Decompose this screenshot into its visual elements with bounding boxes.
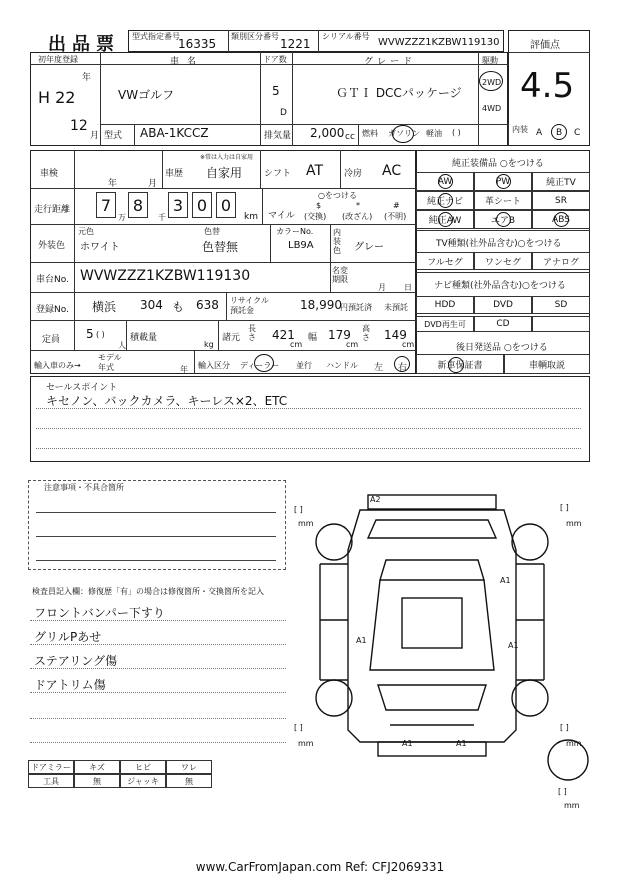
inspection-note: フロントバンパー下すり (34, 606, 165, 620)
shaken-year-unit: 年 (108, 179, 118, 189)
navi-item: DVD (474, 296, 532, 314)
tire-rr-mm: mm (566, 739, 582, 748)
doors-label: ドア数 (263, 55, 287, 64)
model-num-label: 型式指定番号 (132, 32, 180, 41)
mileage-opt-label: マイル (268, 211, 295, 221)
warranty-circle (448, 357, 464, 373)
tools-cell: 工具 (28, 774, 74, 788)
interior-label: 内装 (512, 125, 528, 134)
mileage-opt-1: $ (316, 201, 322, 210)
class-num: 1221 (280, 37, 311, 51)
serial-number: WVWZZZ1KZBW119130 (378, 37, 500, 48)
width-label: 幅 (308, 333, 318, 343)
grade-label: グレード (364, 57, 417, 67)
drive-label: 駆動 (482, 56, 498, 65)
car-name: VWゴルフ (118, 88, 175, 102)
shaken-month-unit: 月 (148, 179, 158, 189)
score-value: 4.5 (520, 66, 575, 106)
name-change-month: 月 (378, 283, 386, 292)
reg-city: 横浜 (92, 300, 117, 314)
mileage-digit: 8 (128, 192, 148, 218)
capacity-paren: ( ) (96, 330, 105, 339)
mileage-opt-3: # (393, 201, 400, 210)
color-label: 外装色 (38, 241, 66, 251)
interior-b: B (556, 128, 563, 138)
year-suffix: 年 (82, 73, 92, 83)
model-num: 16335 (178, 37, 217, 51)
color-change-label: 色替 (204, 227, 220, 236)
model-year-unit: 年 (180, 365, 188, 374)
tire-rl-mm: mm (298, 739, 314, 748)
tire-fl-mm: mm (298, 519, 314, 528)
notes-box (28, 480, 286, 570)
recycle-unit: 円預託済 (340, 303, 372, 312)
int-color: グレー (354, 242, 384, 253)
damage-mark-a1-bumper-l: A1 (402, 739, 413, 748)
interior-circle (551, 124, 567, 140)
equipment-item: PW (474, 172, 532, 191)
mileage-opt-2b: (改ざん) (342, 212, 373, 221)
car-name-label: 車名 (170, 57, 205, 67)
dvd-play: DVD再生可 (416, 316, 474, 332)
spare-bracket: [ ] (558, 787, 567, 796)
model-code: ABA-1KCCZ (140, 126, 209, 140)
mileage-label: 走行距離 (34, 205, 71, 215)
drive-circle (479, 71, 503, 91)
height: 149 (384, 328, 407, 342)
dim-label: 諸元 (222, 333, 241, 343)
sales-text: キセノン、バックカメラ、キーレス×2、ETC (46, 394, 288, 408)
import-label: 輸入車のみ→ (34, 361, 81, 370)
width-cm: cm (346, 340, 359, 349)
ac-value: AC (382, 163, 402, 179)
cd-option: CD (474, 316, 532, 332)
load-label: 積載量 (130, 333, 158, 343)
damage-mark-a2: A2 (370, 495, 381, 504)
equipment-item: 純正AW (416, 210, 474, 229)
color-no-label: カラーNo. (276, 227, 314, 236)
equipment-circle (496, 174, 511, 189)
spare-mm: mm (564, 801, 580, 810)
tire-rr-bracket: [ ] (560, 723, 569, 732)
km-unit: km (244, 212, 258, 222)
tire-rl-bracket: [ ] (294, 723, 303, 732)
later-warranty: 新車保証書 (416, 354, 504, 374)
mileage-digit: 0 (192, 192, 212, 218)
vin-label: 車台No. (36, 275, 69, 285)
equipment-item: SR (532, 191, 590, 210)
recycle-not: 未預託 (384, 303, 408, 312)
person-unit: 人 (118, 341, 126, 350)
mileage-digit: 3 (168, 192, 188, 218)
first-reg-month: 12 (70, 118, 88, 134)
drive-4wd: 4WD (482, 104, 502, 113)
inspection-note: ステアリング傷 (34, 654, 118, 668)
sheet-title: 出品票 (48, 34, 120, 55)
mileage-opt-2: * (356, 201, 360, 210)
tools-cell: 無 (166, 774, 212, 788)
equipment-item: 純正ナビ (416, 191, 474, 210)
tools-header: ドアミラー (28, 760, 74, 774)
navi-title: ナビ種類(社外品含む)○をつける (434, 281, 566, 291)
model-year-label: モデル年式 (98, 353, 122, 372)
use-label: 車歴 (165, 169, 184, 179)
door-type: D (280, 108, 287, 118)
displacement: 2,000 (310, 126, 345, 140)
orig-color: ホワイト (80, 242, 120, 253)
disp-label: 排気量 (264, 131, 292, 141)
interior-c: C (574, 128, 581, 138)
tv-item: ワンセグ (474, 252, 532, 270)
tv-item: アナログ (532, 252, 590, 270)
inspector-label: 検査員記入欄：修復歴「有」の場合は修復箇所・交換箇所を記入 (32, 587, 264, 596)
navi-item: HDD (416, 296, 474, 314)
import-div-label: 輸入区分 (198, 361, 230, 370)
name-change-label: 名変期限 (332, 266, 348, 284)
fuel-circle (392, 125, 414, 143)
notes-label: 注意事項・不具合箇所 (44, 483, 124, 492)
mileage-unit: 千 (158, 213, 166, 222)
len-cm: cm (290, 340, 303, 349)
handle-circle (394, 356, 410, 372)
tire-fr-bracket: [ ] (560, 503, 569, 512)
capacity: 5 (86, 327, 94, 341)
recycle-value: 18,990 (300, 298, 342, 312)
tv-title: TV種類(社外品含む)○をつける (436, 239, 562, 249)
month-suffix: 月 (90, 131, 100, 141)
equipment-circle (438, 212, 453, 227)
first-reg-year: H 22 (38, 88, 76, 107)
first-reg-label: 初年度登録 (38, 55, 78, 64)
drive-2wd: 2WD (482, 78, 502, 87)
navi-item: SD (532, 296, 590, 314)
shift-label: シフト (264, 169, 292, 179)
equipment-item: エアB (474, 210, 532, 229)
equipment-item: AW (416, 172, 474, 191)
damage-mark-a1-bumper-r: A1 (456, 739, 467, 748)
mileage-circle-note: ○をつける (318, 191, 357, 200)
color-change-value: 色替無 (202, 240, 239, 254)
blank-option (532, 316, 590, 332)
ac-label: 冷房 (344, 169, 363, 179)
mileage-opt-3b: (不明) (384, 212, 407, 221)
reg-number: 638 (196, 298, 219, 312)
use-note: ※常は入力は自家用 (200, 154, 254, 161)
cc-unit: cc (345, 132, 355, 142)
fuel-gasoline: ガソリン (388, 129, 420, 138)
parallel-option: 並行 (296, 361, 312, 370)
shaken-label: 車検 (40, 169, 59, 179)
fuel-other: ( ) (452, 128, 461, 137)
tv-item: フルセグ (416, 252, 474, 270)
doors-value: 5 (272, 84, 280, 98)
length: 421 (272, 328, 295, 342)
tools-header: ワレ (166, 760, 212, 774)
damage-mark-a1-rear: A1 (508, 641, 519, 650)
mileage-unit: 万 (118, 213, 126, 222)
use-value: 自家用 (206, 166, 243, 180)
footer-watermark: www.CarFromJapan.com Ref: CFJ2069331 (195, 860, 445, 874)
width: 179 (328, 328, 351, 342)
kg-unit: kg (204, 340, 214, 349)
orig-color-label: 元色 (78, 227, 94, 236)
reg-no-label: 登録No. (36, 305, 69, 315)
equipment-circle (554, 212, 569, 227)
grade-value: ＧＴＩ DCCパッケージ (336, 86, 462, 100)
equipment-circle (438, 193, 453, 208)
tire-fr-mm: mm (566, 519, 582, 528)
mileage-digit: 0 (216, 192, 236, 218)
equipment-item: ABS (532, 210, 590, 229)
fuel-label: 燃料 (362, 129, 378, 138)
capacity-label: 定員 (42, 335, 61, 345)
inspection-note: グリルPあせ (34, 630, 102, 644)
sales-label: セールスポイント (46, 383, 118, 393)
reg-kana: も (172, 300, 185, 314)
handle-left: 左 (374, 363, 384, 373)
handle-right: 右 (398, 363, 408, 373)
later-manual: 車輌取説 (504, 354, 590, 374)
height-label: 高さ (362, 324, 370, 342)
equipment-circle (438, 174, 453, 189)
import-circle (254, 354, 274, 372)
dealer-option: ディーラー (240, 361, 280, 370)
later-title: 後日発送品 ○をつける (456, 343, 548, 353)
equip-title: 純正装備品 ○をつける (452, 159, 544, 169)
inspection-note: ドアトリム傷 (34, 678, 106, 692)
class-label: 類別区分番号 (231, 32, 279, 41)
score-label: 評価点 (530, 40, 560, 51)
name-change-day: 日 (404, 283, 412, 292)
vin-value: WVWZZZ1KZBW119130 (80, 268, 251, 284)
handle-label: ハンドル (326, 361, 358, 370)
tire-fl-bracket: [ ] (294, 505, 303, 514)
int-color-label: 内装色 (333, 228, 341, 255)
reg-class: 304 (140, 298, 163, 312)
serial-label: シリアル番号 (322, 32, 370, 41)
equipment-item: 革シート (474, 191, 532, 210)
car-damage-diagram (290, 480, 610, 810)
height-cm: cm (402, 340, 415, 349)
mileage-opt-1b: (交換) (304, 212, 327, 221)
len-label: 長さ (248, 324, 256, 342)
equipment-circle (496, 212, 511, 227)
tools-header: キズ (74, 760, 120, 774)
interior-a: A (536, 128, 543, 138)
mileage-digit: 7 (96, 192, 116, 218)
equipment-item: 純正TV (532, 172, 590, 191)
shift-value: AT (306, 163, 324, 179)
color-no: LB9A (288, 240, 314, 251)
type-label: 型式 (104, 131, 123, 141)
tools-cell: ジャッキ (120, 774, 166, 788)
damage-mark-a1-right: A1 (500, 576, 511, 585)
recycle-label: リサイクル預託金 (230, 296, 269, 315)
tools-cell: 無 (74, 774, 120, 788)
damage-mark-a1-left: A1 (356, 636, 367, 645)
tools-header: ヒビ (120, 760, 166, 774)
fuel-diesel: 軽油 (426, 129, 442, 138)
